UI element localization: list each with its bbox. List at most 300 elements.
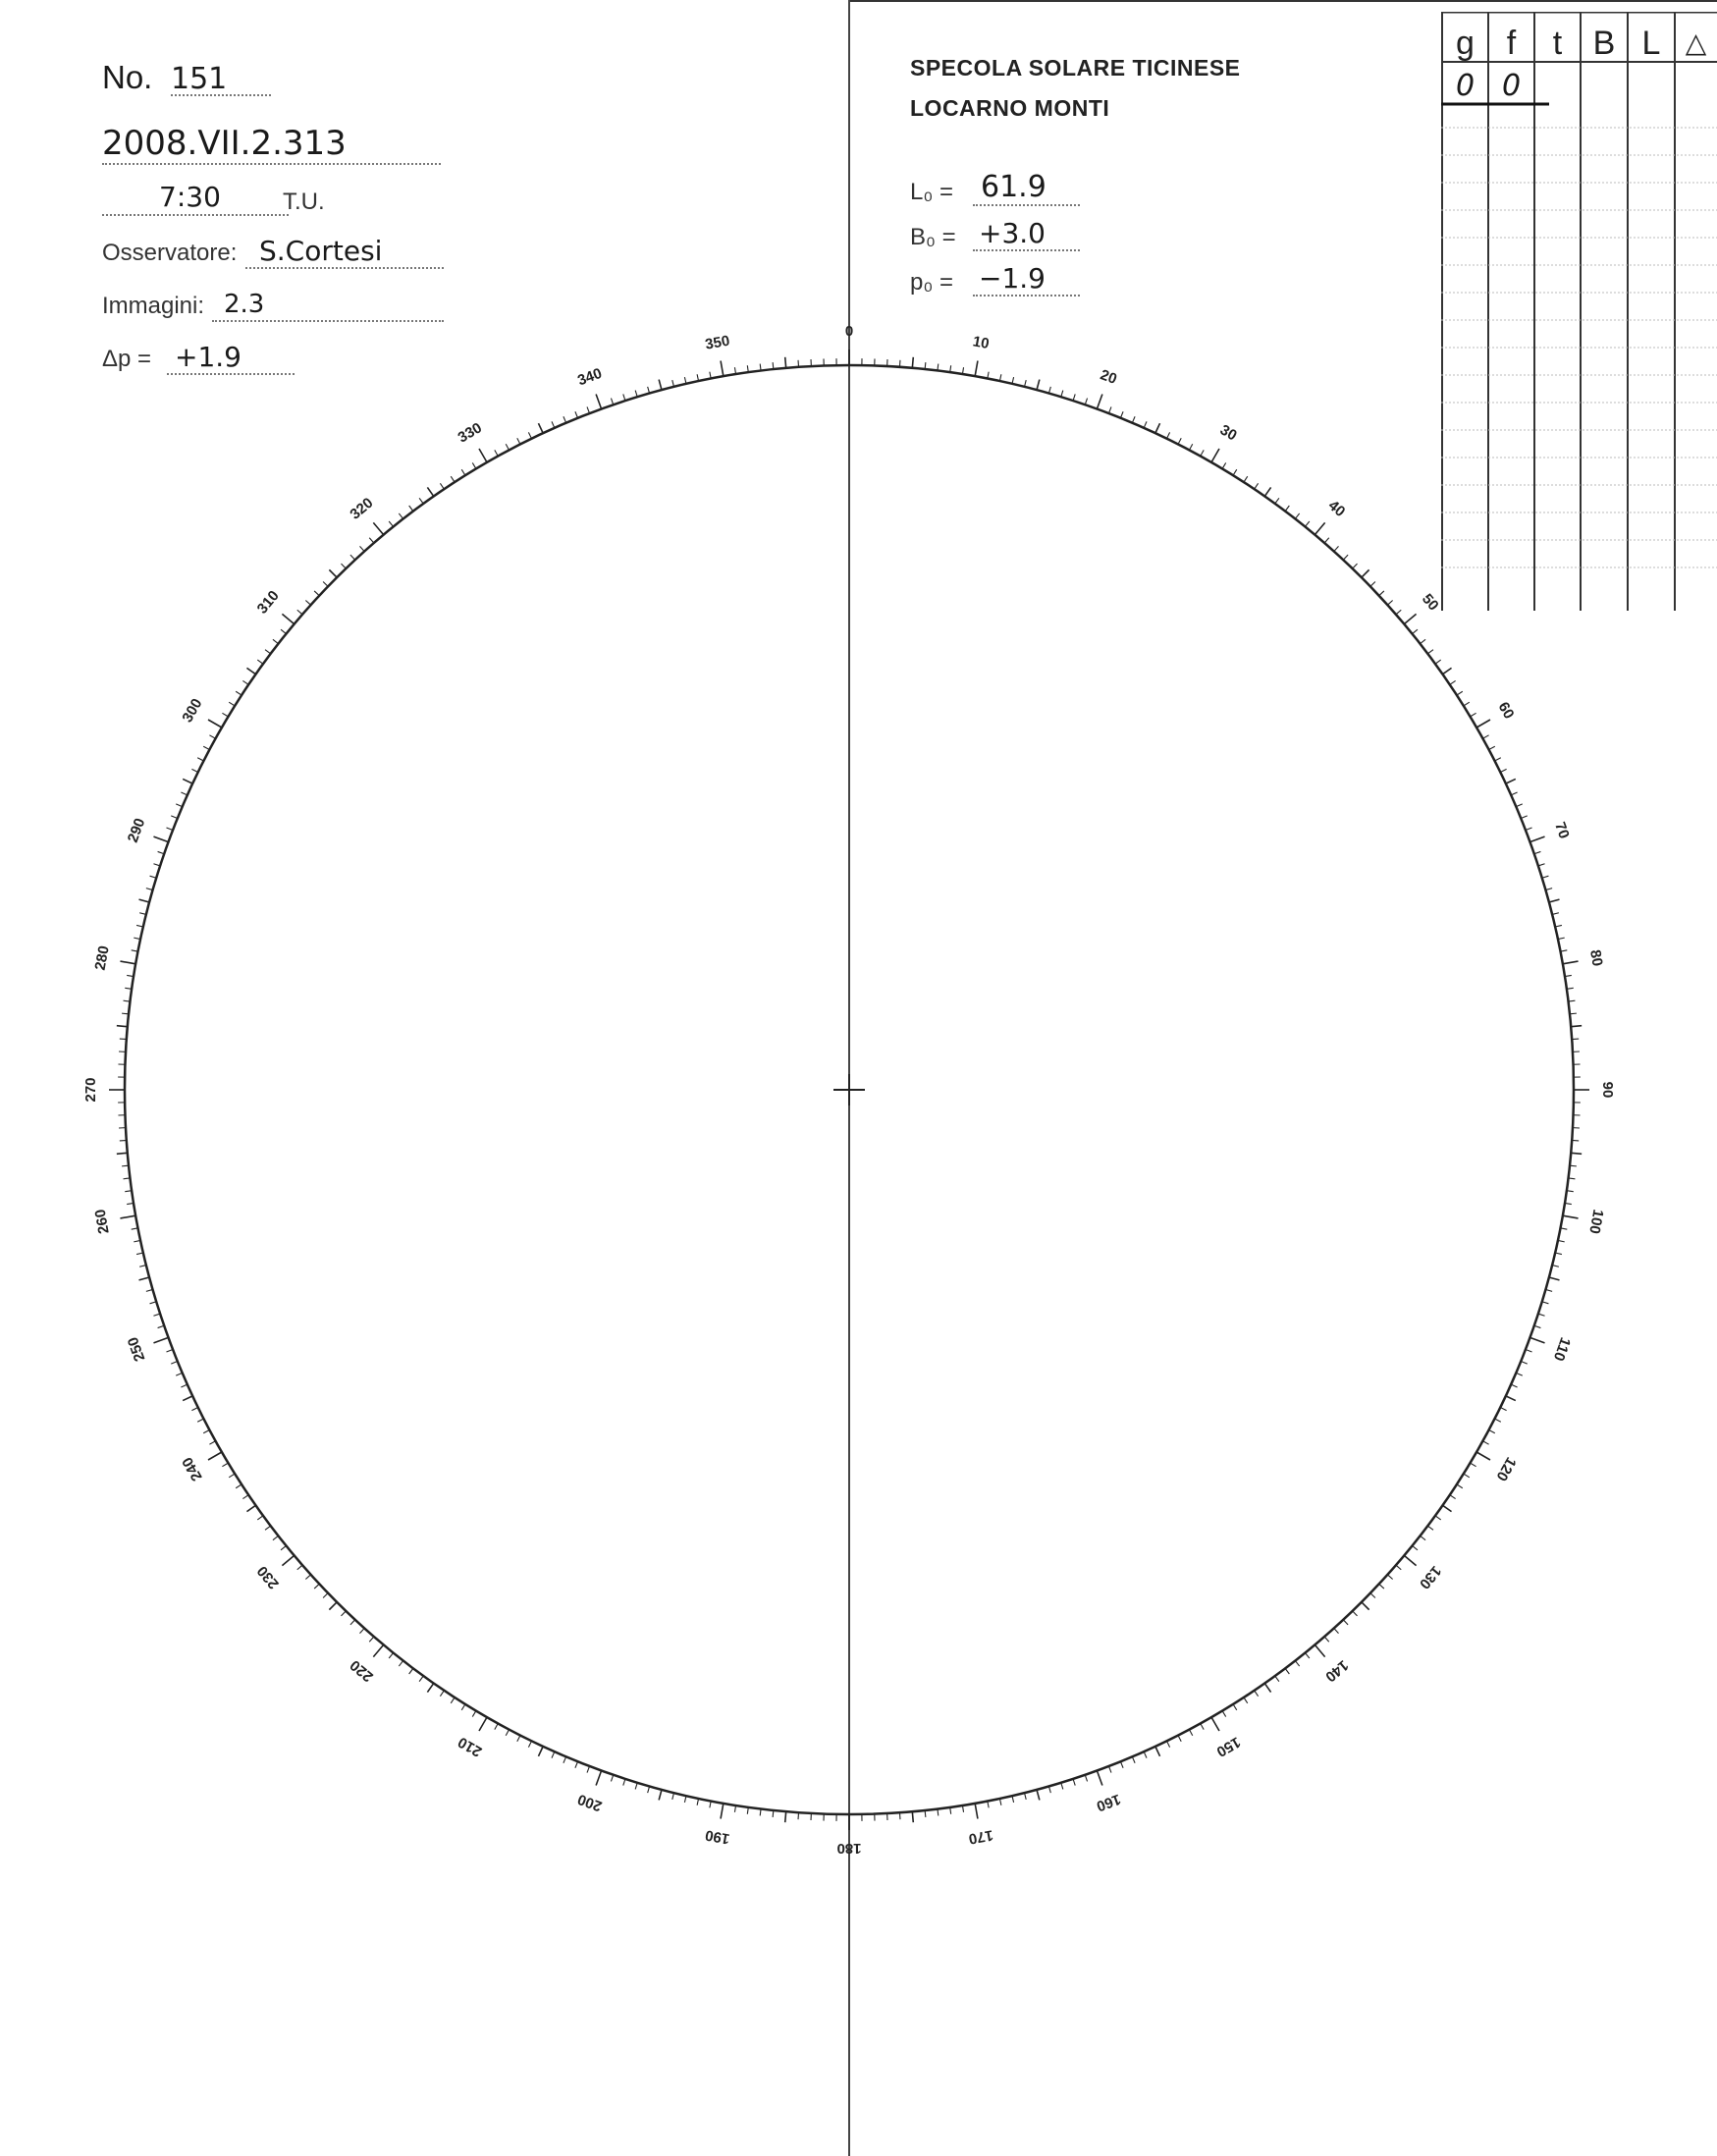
dial-tick (257, 660, 263, 664)
dial-tick (1132, 416, 1135, 422)
dial-tick (1012, 377, 1014, 384)
dial-tick (1353, 1611, 1358, 1616)
dial-tick (399, 513, 402, 519)
dial-tick (1144, 1752, 1147, 1757)
L0-label: L₀ = (910, 179, 953, 205)
dial-tick (246, 1505, 255, 1511)
dial-tick (440, 1691, 444, 1697)
dial-tick (999, 374, 1000, 381)
dial-tick (359, 546, 364, 551)
dial-tick (1450, 1495, 1456, 1499)
dial-tick (1315, 1644, 1324, 1656)
dial-tick (209, 735, 215, 738)
dial-tick (659, 380, 662, 391)
header-g: g (1456, 25, 1475, 62)
dial-tick (1476, 720, 1490, 728)
dial-tick (1285, 506, 1289, 512)
dial-tick (1264, 487, 1270, 496)
dial-tick (1085, 399, 1087, 405)
header-delta: △ (1685, 27, 1707, 58)
dial-degree-label: 300 (179, 695, 206, 726)
dial-tick (1489, 746, 1495, 749)
dial-degree-label: 330 (455, 419, 485, 447)
dial-tick (1155, 423, 1160, 433)
B0-label: B₀ = (910, 224, 956, 250)
number-label: No. (102, 59, 153, 95)
dial-tick (623, 1779, 625, 1786)
dial-tick (1120, 411, 1123, 417)
dial-tick (1404, 614, 1416, 623)
dial-degree-label: 160 (1094, 1790, 1123, 1815)
dial-tick (314, 1584, 319, 1589)
dial-tick (153, 836, 168, 841)
dial-tick (369, 538, 374, 543)
dial-tick (1211, 449, 1219, 462)
dial-tick (134, 1240, 140, 1241)
dial-tick (427, 1684, 433, 1693)
dial-tick (1435, 660, 1441, 664)
dial-tick (587, 406, 590, 413)
dial-tick (1529, 1337, 1544, 1342)
dial-tick (1421, 1536, 1426, 1539)
dial-degree-label: 60 (1494, 699, 1518, 723)
dial-tick (495, 450, 498, 456)
dial-tick (208, 720, 222, 728)
dial-tick (166, 1349, 173, 1352)
dial-tick (528, 432, 531, 438)
dial-tick (479, 449, 487, 462)
dial-tick (1334, 546, 1339, 551)
dial-tick (684, 1796, 686, 1803)
dial-degree-label: 80 (1586, 948, 1606, 968)
dial-tick (1211, 1717, 1219, 1731)
dial-tick (472, 462, 476, 468)
dial-tick (389, 1653, 393, 1658)
dial-tick (1570, 1013, 1577, 1014)
dial-degree-label: 270 (81, 1077, 99, 1103)
dial-tick (596, 1770, 601, 1785)
dial-degree-label: 340 (575, 364, 605, 390)
dial-degree-label: 90 (1599, 1081, 1617, 1099)
dial-tick (150, 876, 157, 878)
dial-tick (305, 600, 310, 605)
dial-tick (1073, 394, 1075, 401)
dial-tick (136, 1253, 143, 1255)
dial-tick (1549, 899, 1560, 902)
dial-tick (427, 487, 433, 496)
dial-tick (197, 758, 203, 761)
dial-tick (1387, 600, 1392, 605)
dial-tick (1295, 1661, 1299, 1667)
dial-degree-label: 250 (124, 1334, 149, 1364)
dial-tick (246, 668, 255, 674)
dial-tick (506, 444, 509, 450)
dial-degree-label: 230 (253, 1562, 283, 1592)
dial-tick (1471, 1463, 1476, 1467)
dial-tick (451, 1698, 455, 1703)
dial-tick (1379, 591, 1384, 596)
dial-degree-label: 110 (1549, 1334, 1575, 1364)
dial-tick (1120, 1761, 1123, 1767)
dial-tick (1500, 769, 1506, 772)
dial-tick (1511, 792, 1517, 795)
dial-tick (181, 792, 187, 795)
dial-tick (1571, 1026, 1582, 1027)
dial-tick (1178, 1736, 1181, 1742)
dial-tick (440, 483, 444, 489)
dial-tick (1563, 961, 1579, 964)
dial-tick (1506, 1396, 1516, 1401)
dial-tick (1189, 1730, 1192, 1736)
dial-tick (1362, 1602, 1369, 1610)
dial-tick (1571, 1153, 1582, 1154)
dial-tick (1155, 1747, 1160, 1756)
dial-tick (1558, 938, 1565, 939)
dial-tick (197, 1419, 203, 1422)
dial-tick (1073, 1779, 1075, 1786)
dial-degree-label: 280 (91, 944, 113, 972)
dial-tick (1558, 1240, 1565, 1241)
dial-tick (1037, 1790, 1040, 1801)
dial-degree-label: 30 (1216, 421, 1240, 445)
dial-tick (1222, 462, 1226, 468)
dial-tick (389, 521, 393, 526)
dial-tick (1450, 680, 1456, 684)
header-L: L (1641, 25, 1661, 62)
dial-tick (912, 357, 913, 368)
dial-tick (1108, 1766, 1111, 1773)
dial-tick (191, 769, 197, 772)
dial-tick (282, 614, 294, 623)
dial-tick (1362, 569, 1369, 577)
dial-degree-label: 140 (1321, 1656, 1352, 1686)
dial-tick (1233, 1704, 1237, 1710)
dial-tick (1413, 1545, 1418, 1549)
dial-tick (120, 961, 135, 964)
B0-value: +3.0 (973, 218, 1080, 251)
dial-tick (587, 1766, 590, 1773)
dial-tick (153, 1337, 168, 1342)
dial-tick (1443, 1505, 1452, 1511)
dial-tick (517, 1736, 520, 1742)
dial-tick (229, 1474, 235, 1478)
dial-tick (1542, 876, 1549, 878)
dial-tick (265, 650, 271, 654)
dial-tick (1167, 432, 1170, 438)
dial-tick (1526, 828, 1532, 831)
dial-degree-label: 120 (1492, 1454, 1520, 1484)
dial-degree-label: 10 (971, 333, 991, 352)
dial-tick (575, 1761, 578, 1767)
dial-tick (1534, 851, 1541, 853)
dial-tick (1506, 779, 1516, 783)
images-value: 2.3 (212, 289, 444, 322)
dial-tick (1443, 668, 1452, 674)
dial-tick (265, 1526, 271, 1530)
dial-tick (1097, 1770, 1101, 1785)
dial-tick (134, 938, 140, 939)
dial-degree-label: 190 (704, 1826, 731, 1848)
dial-tick (1516, 804, 1522, 807)
dial-tick (236, 691, 241, 695)
dial-tick (912, 1811, 913, 1822)
dial-tick (1334, 1628, 1339, 1633)
dial-tick (1285, 1668, 1289, 1674)
dial-tick (461, 1704, 465, 1710)
dial-tick (1495, 758, 1501, 761)
dial-degree-label: 20 (1098, 366, 1119, 388)
dial-tick (1255, 1691, 1259, 1697)
dial-tick (236, 1484, 241, 1488)
dial-tick (1061, 1783, 1063, 1790)
dial-tick (1396, 1565, 1401, 1570)
dial-tick (1404, 1555, 1416, 1565)
dial-degree-label: 70 (1551, 820, 1573, 841)
dial-degree-label: 350 (704, 332, 731, 353)
dial-degree-label: 180 (836, 1840, 862, 1858)
dial-tick (472, 1711, 476, 1717)
dial-tick (373, 1644, 383, 1656)
dial-tick (183, 1396, 192, 1401)
dial-tick (1495, 1419, 1501, 1422)
dial-tick (341, 1611, 346, 1616)
dial-tick (176, 1373, 182, 1375)
delta-p-value: +1.9 (167, 342, 295, 375)
dial-tick (1305, 521, 1309, 526)
dial-tick (1233, 469, 1237, 475)
dial-tick (1201, 450, 1204, 456)
dial-tick (479, 1717, 487, 1731)
dial-tick (136, 925, 143, 927)
images-label: Immagini: (102, 293, 205, 319)
dial-tick (419, 498, 423, 504)
dial-tick (329, 1602, 337, 1610)
dial-tick (273, 639, 279, 643)
dial-degree-label: 0 (844, 322, 854, 340)
dial-tick (1413, 629, 1418, 633)
dial-tick (409, 506, 413, 512)
dial-tick (209, 1441, 215, 1444)
dial-tick (297, 610, 302, 615)
dial-tick (925, 362, 926, 369)
dial-tick (975, 1804, 978, 1819)
dial-tick (350, 555, 355, 560)
dial-tick (1305, 1653, 1309, 1658)
dial-tick (281, 1545, 286, 1549)
p0-value: −1.9 (973, 263, 1080, 296)
dial-tick (1370, 1593, 1375, 1598)
dial-tick (575, 411, 578, 417)
dial-tick (999, 1799, 1000, 1806)
dial-tick (1457, 1484, 1463, 1488)
dial-tick (1108, 406, 1111, 413)
dial-tick (176, 804, 182, 807)
dial-tick (409, 1668, 413, 1674)
observer-label: Osservatore: (102, 240, 238, 266)
dial-tick (596, 394, 601, 408)
dial-tick (1563, 1215, 1579, 1218)
dial-degree-label: 150 (1213, 1733, 1244, 1760)
dial-tick (139, 1277, 150, 1280)
dial-tick (1529, 836, 1544, 841)
dial-tick (122, 1165, 129, 1166)
dial-tick (1379, 1584, 1384, 1589)
dial-tick (1037, 380, 1040, 391)
dial-tick (1516, 1373, 1522, 1375)
observer-value: S.Cortesi (245, 236, 444, 269)
dial-tick (314, 591, 319, 596)
dial-tick (203, 746, 209, 749)
p0-label: p₀ = (910, 269, 953, 296)
dial-degree-label: 320 (347, 494, 377, 523)
dial-tick (1427, 1526, 1433, 1530)
dial-tick (1555, 1253, 1562, 1255)
dial-tick (323, 581, 328, 586)
dial-tick (359, 1628, 364, 1633)
number-value: 151 (171, 65, 271, 96)
dial-tick (373, 522, 383, 534)
dial-tick (1396, 610, 1401, 615)
dial-tick (1521, 816, 1527, 819)
dial-tick (150, 1302, 157, 1304)
dial-tick (1526, 1349, 1532, 1352)
dial-degree-label: 100 (1585, 1208, 1607, 1235)
header-f: f (1506, 25, 1517, 62)
dial-tick (451, 476, 455, 482)
dial-tick (1489, 1429, 1495, 1432)
dial-tick (273, 1536, 279, 1539)
time-unit: T.U. (283, 189, 325, 215)
header-t: t (1552, 25, 1563, 62)
dial-tick (925, 1810, 926, 1817)
time-value: 7:30 (159, 181, 221, 213)
dial-tick (117, 1153, 128, 1154)
dial-tick (191, 1408, 197, 1411)
dial-tick (1511, 1384, 1517, 1387)
dial-tick (369, 1637, 374, 1642)
dial-tick (305, 1575, 310, 1580)
dial-tick (1244, 476, 1248, 482)
dial-tick (282, 1555, 294, 1565)
dial-degree-label: 130 (1416, 1562, 1445, 1592)
dial-tick (1295, 513, 1299, 519)
dial-tick (153, 864, 160, 866)
cell-g-value: 0 (1455, 69, 1476, 103)
dial-tick (721, 360, 724, 376)
dial-tick (158, 1325, 165, 1327)
dial-tick (117, 1026, 128, 1027)
dial-tick (684, 377, 686, 384)
dial-tick (1097, 394, 1101, 408)
dial-tick (1521, 1361, 1527, 1364)
date-field: 2008.VII.2.313 (102, 124, 441, 165)
dial-tick (1538, 1314, 1545, 1316)
dial-tick (1275, 498, 1279, 504)
dial-tick (773, 362, 774, 369)
dial-tick (563, 1756, 566, 1762)
dial-tick (1538, 864, 1545, 866)
L0-value: 61.9 (973, 171, 1080, 206)
institution-line2: LOCARNO MONTI (910, 95, 1110, 121)
dial-tick (1167, 1741, 1170, 1747)
dial-degree-label: 50 (1418, 590, 1442, 615)
dial-tick (1421, 639, 1426, 643)
dial-tick (538, 1747, 543, 1756)
dial-tick (1549, 1277, 1560, 1280)
dial-tick (528, 1741, 531, 1747)
dial-tick (222, 1463, 228, 1467)
dial-tick (1555, 925, 1562, 927)
dial-tick (635, 1783, 637, 1790)
dial-tick (1085, 1775, 1087, 1782)
dial-tick (611, 1775, 613, 1782)
dial-degree-label: 40 (1324, 497, 1349, 521)
dial-tick (1244, 1698, 1248, 1703)
dial-tick (171, 816, 177, 819)
dial-tick (623, 394, 625, 401)
dial-tick (122, 1013, 129, 1014)
dial-tick (1482, 735, 1488, 738)
dial-tick (1370, 581, 1375, 586)
dial-tick (785, 1811, 786, 1822)
dial-tick (1343, 555, 1348, 560)
dial-tick (552, 1752, 555, 1757)
dial-tick (166, 828, 173, 831)
dial-tick (350, 1620, 355, 1625)
dial-tick (1343, 1620, 1348, 1625)
dial-degree-label: 290 (124, 816, 149, 845)
dial-tick (461, 469, 465, 475)
dial-tick (229, 702, 235, 706)
dial-tick (1324, 538, 1329, 543)
dial-tick (1061, 391, 1063, 398)
dial-tick (538, 423, 543, 433)
dial-tick (242, 1495, 248, 1499)
dial-tick (1144, 421, 1147, 427)
dial-tick (171, 1361, 177, 1364)
dial-tick (329, 569, 337, 577)
dial-degree-label: 240 (179, 1454, 206, 1484)
dial-tick (139, 899, 150, 902)
dial-tick (222, 713, 228, 717)
dial-tick (659, 1790, 662, 1801)
dial-degree-label: 170 (967, 1826, 994, 1848)
dial-tick (1500, 1408, 1506, 1411)
institution-line1: SPECOLA SOLARE TICINESE (910, 55, 1241, 81)
dial-tick (242, 680, 248, 684)
dial-tick (1222, 1711, 1226, 1717)
dial-tick (257, 1516, 263, 1520)
dial-tick (1324, 1637, 1329, 1642)
dial-tick (1464, 702, 1470, 706)
dial-tick (1189, 444, 1192, 450)
dial-tick (506, 1730, 509, 1736)
dial-tick (552, 421, 555, 427)
dial-tick (1457, 691, 1463, 695)
dial-tick (181, 1384, 187, 1387)
dial-tick (1482, 1441, 1488, 1444)
dial-tick (158, 851, 165, 853)
dial-tick (1542, 1302, 1549, 1304)
dial-tick (563, 416, 566, 422)
dial-tick (1464, 1474, 1470, 1478)
dial-degree-label: 200 (575, 1790, 605, 1815)
dial-tick (773, 1810, 774, 1817)
dial-tick (120, 1215, 135, 1218)
dial-tick (785, 357, 786, 368)
dial-tick (341, 564, 346, 568)
dial-tick (297, 1565, 302, 1570)
